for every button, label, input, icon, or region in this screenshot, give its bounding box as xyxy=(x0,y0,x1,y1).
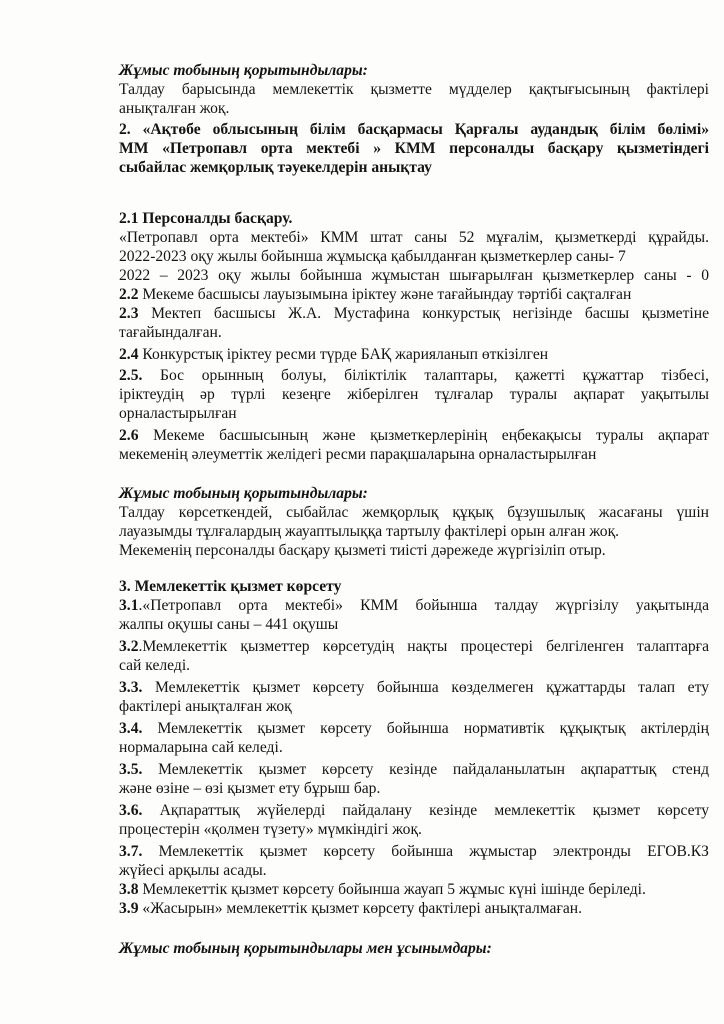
item-3-3 xyxy=(119,678,709,697)
item-2-3-cont: тағайындалған. xyxy=(119,324,222,341)
item-text: Мемлекеттік қызмет көрсету бойынша нормативтік құқықтық актілердің xyxy=(142,720,709,737)
item-number: 3.2 xyxy=(119,638,139,655)
item-number: 3.8 xyxy=(119,881,139,898)
item-2-6 xyxy=(119,426,709,445)
item-3-4 xyxy=(119,719,709,738)
item-text: Мемлекеттік қызмет көрсету бойынша көзделмеген құжаттарды талап ету xyxy=(142,679,709,696)
item-number: 2.5. xyxy=(119,367,143,384)
item-text: .Мемлекеттік қызметтер көрсетудің нақты процестері белгіленген талаптарға xyxy=(138,638,709,655)
item-3-5 xyxy=(119,760,709,779)
group1-heading: Жұмыс тобының қорытындылары: xyxy=(119,62,368,79)
item-number: 3.5. xyxy=(119,761,143,778)
item-3-9 xyxy=(119,899,709,918)
item-text: Мектеп басшысы Ж.А. Мустафина конкурстық негізінде басшы қызметіне xyxy=(138,305,709,322)
group2-heading: Жұмыс тобының қорытындылары: xyxy=(119,485,368,502)
item-2-5 xyxy=(119,366,709,385)
item-number: 2.3 xyxy=(119,305,139,322)
item-3-2 xyxy=(119,637,709,656)
item-text: Мемлекеттік қызмет көрсету бойынша жауап 5 жұмыс күні ішінде беріледі. xyxy=(138,881,646,898)
item-3-3-cont: фактілері анықталған жоқ xyxy=(119,698,292,715)
item-number: 3.7. xyxy=(119,843,143,860)
item-3-1 xyxy=(119,596,709,615)
group2-line-3: Мекеменің персоналды басқару қызметі тиісті дәрежеде жүргізіліп отыр. xyxy=(119,542,606,559)
section2-title-3: сыбайлас жемқорлық тәуекелдерін анықтау xyxy=(119,159,432,176)
item-2-3 xyxy=(119,304,709,323)
item-number: 3.4. xyxy=(119,720,143,737)
group2-line-2: лауазымды тұлғалардың жауаптылыққа тартылу фактілері орын алған жоқ. xyxy=(119,523,620,540)
item-text: Мемлекеттік қызмет көрсету бойынша жұмыстар электронды ЕГОВ.КЗ xyxy=(142,843,709,860)
item-3-1-cont: жалпы оқушы саны – 441 оқушы xyxy=(119,616,339,633)
group3-heading: Жұмыс тобының қорытындылары мен ұсынымдары: xyxy=(119,940,492,957)
item-text: Ақпараттық жүйелерді пайдалану кезінде мемлекеттік қызмет көрсету xyxy=(142,802,709,819)
item-2-6-cont: мекеменің әлеуметтік желідегі ресми парақшаларына орналастырылған xyxy=(119,446,597,463)
item-3-6 xyxy=(119,801,709,820)
item-3-4-cont: нормаларына сай келеді. xyxy=(119,739,283,756)
group1-line-1: Талдау барысында мемлекеттік қызметте мүдделер қақтығысының фактілері xyxy=(119,81,709,98)
subsection21-heading: 2.1 Персоналды басқару. xyxy=(119,210,293,227)
item-2-2 xyxy=(119,285,709,304)
group1-line-2: анықталған жоқ. xyxy=(119,100,230,117)
subsection21-line-3: 2022 – 2023 оқу жылы бойынша жұмыстан шығарылған қызметкерлер саны - 0 xyxy=(119,267,709,284)
item-text: Конкурстық іріктеу ресми түрде БАҚ жарияланып өткізілген xyxy=(138,346,549,363)
subsection21-line-1: «Петропавл орта мектебі» КММ штат саны 52 мұғалім, қызметкерді құрайды. xyxy=(119,229,709,246)
item-number: 3.1 xyxy=(119,597,139,614)
item-3-8 xyxy=(119,880,709,899)
item-3-7 xyxy=(119,842,709,861)
item-number: 2.6 xyxy=(119,427,139,444)
item-text: Мекеме басшысы лауызымына іріктеу және тағайындау тәртібі сақталған xyxy=(138,286,632,303)
item-3-2-cont: сай келеді. xyxy=(119,657,191,674)
item-text: Бос орынның болуы, біліктілік талаптары, қажетті құжаттар тізбесі, xyxy=(142,367,709,384)
item-text: Мекеме басшысының және қызметкерлерінің еңбекақысы туралы ақпарат xyxy=(138,427,709,444)
item-text: Мемлекеттік қызмет көрсету кезінде пайдаланылатын ақпараттық стенд xyxy=(142,761,709,778)
group2-line-1: Талдау көрсеткендей, сыбайлас жемқорлық құқық бұзушылық жасағаны үшін xyxy=(119,504,709,521)
item-2-4 xyxy=(119,345,709,364)
item-2-5-cont-1: іріктеудің әр түрлі кезеңге жіберілген тұлғалар туралы ақпарат уақытылы xyxy=(119,386,709,403)
item-number: 3.9 xyxy=(119,900,139,917)
item-number: 2.4 xyxy=(119,346,139,363)
item-number: 3.3. xyxy=(119,679,143,696)
section3-heading: 3. Мемлекеттік қызмет көрсету xyxy=(119,578,342,595)
item-3-7-cont: жүйесі арқылы асады. xyxy=(119,862,267,879)
item-number: 3.6. xyxy=(119,802,143,819)
item-text: .«Петропавл орта мектебі» КММ бойынша талдау жүргізілу уақытында xyxy=(138,597,709,614)
item-3-6-cont: процестерін «қолмен түзету» мүмкіндігі жоқ. xyxy=(119,821,422,838)
item-2-5-cont-2: орналастырылған xyxy=(119,405,237,422)
item-text: «Жасырын» мемлекеттік қызмет көрсету фактілері анықталмаған. xyxy=(138,900,583,917)
subsection21-line-2: 2022-2023 оқу жылы бойынша жұмысқа қабылданған қызметкерлер саны- 7 xyxy=(119,248,626,265)
section2-title-1: 2. «Ақтөбе облысының білім басқармасы Қарғалы аудандық білім бөлімі» xyxy=(119,121,709,138)
section2-title-2: ММ «Петропавл орта мектебі » КММ персоналды басқару қызметіндегі xyxy=(119,140,709,157)
item-number: 2.2 xyxy=(119,286,139,303)
item-3-5-cont: және өзіне – өзі қызмет ету бұрыш бар. xyxy=(119,780,381,797)
